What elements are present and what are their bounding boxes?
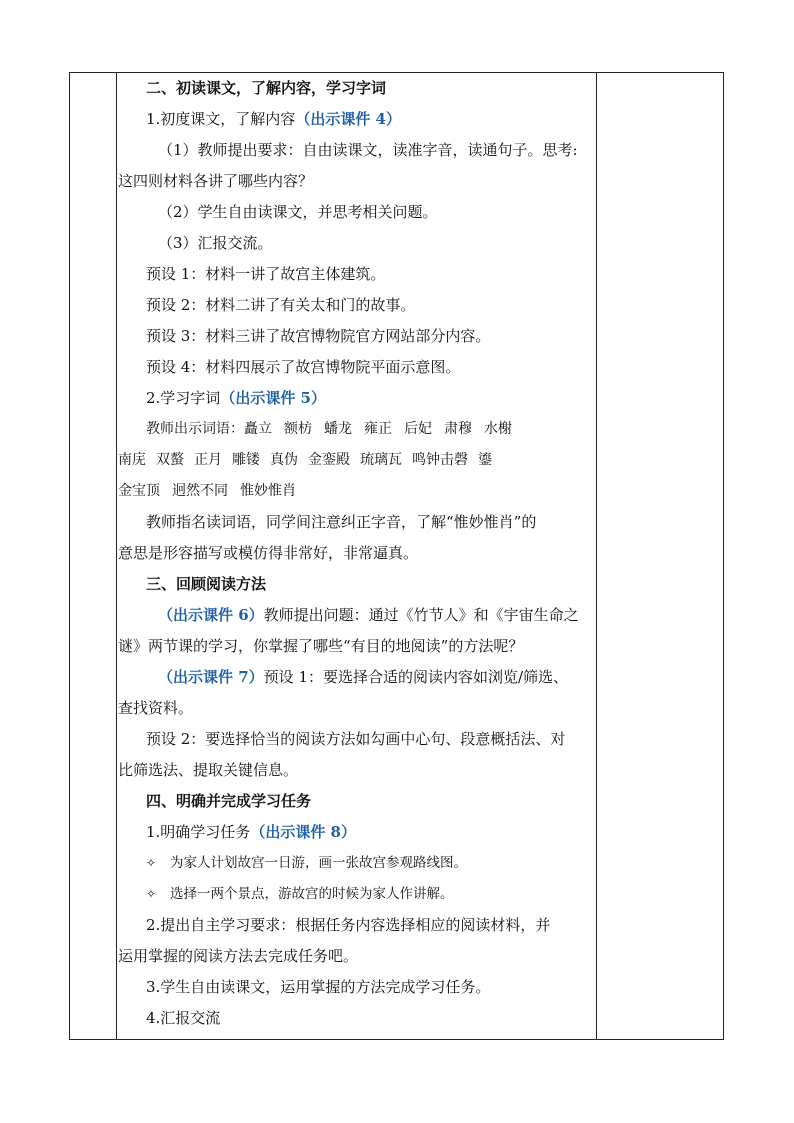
task-item-1 xyxy=(118,848,622,879)
vocab-word: 金銮殿 xyxy=(308,452,350,468)
courseware-ref-6: （出示课件 6） xyxy=(158,606,264,624)
task-1-text: 为家人计划故宫一日游，画一张故宫参观路线图。 xyxy=(170,855,467,871)
paragraph-question-line1 xyxy=(118,600,634,631)
step-4-3: 3.学生自由读课文，运用掌握的方法完成学习任务。 xyxy=(146,978,491,996)
vocab-word: 双螯 xyxy=(156,452,184,468)
task-2-text: 选择一两个景点，游故宫的时候为家人作讲解。 xyxy=(170,886,454,902)
paragraph-read-words-line2: 意思是形容描写或模仿得非常好，非常逼真。 xyxy=(118,544,419,562)
vocab-word: 鎏 xyxy=(478,452,492,468)
paragraph-preset-method-2-line1: 预设 2：要选择恰当的阅读方法如勾画中心句、段意概括法、对 xyxy=(146,730,566,748)
vocabulary-row-2 xyxy=(118,445,594,476)
vocab-word: 正月 xyxy=(194,452,222,468)
vocab-word: 蟠龙 xyxy=(324,421,352,437)
vocab-word: 额枋 xyxy=(284,421,312,437)
vocab-word: 真伪 xyxy=(270,452,298,468)
step-4-2-line1: 2.提出自主学习要求：根据任务内容选择相应的阅读材料，并 xyxy=(146,916,551,934)
section-4-heading: 四、明确并完成学习任务 xyxy=(146,792,312,810)
vocab-word: 鸣钟击磬 xyxy=(412,452,468,468)
vocab-word: 金宝顶 xyxy=(118,483,160,499)
vocab-word: 雍正 xyxy=(364,421,392,437)
vocab-word: 后妃 xyxy=(404,421,432,437)
vocab-word: 肃穆 xyxy=(444,421,472,437)
preset-2: 预设 2：材料二讲了有关太和门的故事。 xyxy=(146,296,416,314)
vocabulary-intro: 教师出示词语： xyxy=(146,421,244,437)
paragraph-preset-method-1-line1 xyxy=(118,662,634,693)
table-column-divider-left xyxy=(116,72,117,1040)
question-text: 教师提出问题：通过《竹节人》和《宇宙生命之 xyxy=(263,606,579,624)
vocabulary-row-3 xyxy=(118,476,594,507)
vocabulary-row-1 xyxy=(118,414,622,445)
step-4-4: 4.汇报交流 xyxy=(146,1009,221,1027)
step-2-2 xyxy=(118,383,622,414)
paragraph-student-reading: （2）学生自由读课文，并思考相关问题。 xyxy=(158,203,438,221)
preset-method-1-text: 预设 1：要选择合适的阅读内容如浏览/筛选、 xyxy=(263,668,569,686)
step-4-2-line2: 运用掌握的阅读方法去完成任务吧。 xyxy=(118,947,359,965)
step-2-1 xyxy=(118,104,622,135)
paragraph-read-words-line1: 教师指名读词语，同学间注意纠正字音，了解“惟妙惟肖”的 xyxy=(146,513,537,531)
paragraph-question-line2: 谜》两节课的学习，你掌握了哪些“有目的地阅读”的方法呢？ xyxy=(118,637,524,655)
paragraph-requirement-line1: （1）教师提出要求：自由读课文，读准字音，读通句子。思考: xyxy=(158,141,578,159)
vocab-word: 雕镂 xyxy=(232,452,260,468)
courseware-ref-5: （出示课件 5） xyxy=(220,389,326,407)
step-2-2-text: 2.学习字词 xyxy=(146,389,221,407)
vocab-word: 南庑 xyxy=(118,452,146,468)
section-2-heading: 二、初读课文，了解内容，学习字词 xyxy=(146,79,387,97)
vocab-word: 惟妙惟肖 xyxy=(240,483,296,499)
preset-3: 预设 3：材料三讲了故宫博物院官方网站部分内容。 xyxy=(146,327,491,345)
diamond-bullet-icon: ✧ xyxy=(146,887,157,901)
courseware-ref-8: （出示课件 8） xyxy=(250,823,356,841)
courseware-ref-4: （出示课件 4） xyxy=(295,110,401,128)
task-item-2 xyxy=(118,879,622,910)
diamond-bullet-icon: ✧ xyxy=(146,856,157,870)
paragraph-preset-method-1-line2: 查找资料。 xyxy=(118,699,194,717)
paragraph-preset-method-2-line2: 比筛选法、提取关键信息。 xyxy=(118,761,299,779)
vocab-word: 琉璃瓦 xyxy=(360,452,402,468)
courseware-ref-7: （出示课件 7） xyxy=(158,668,264,686)
preset-4: 预设 4：材料四展示了故宫博物院平面示意图。 xyxy=(146,358,461,376)
vocab-word: 迥然不同 xyxy=(172,483,228,499)
preset-1: 预设 1：材料一讲了故宫主体建筑。 xyxy=(146,265,386,283)
step-2-1-text: 1.初度课文，了解内容 xyxy=(146,110,296,128)
section-3-heading: 三、回顾阅读方法 xyxy=(146,575,267,593)
step-4-1-text: 1.明确学习任务 xyxy=(146,823,251,841)
step-4-1 xyxy=(118,817,622,848)
vocab-word: 水榭 xyxy=(484,421,512,437)
paragraph-report: （3）汇报交流。 xyxy=(158,234,273,252)
vocab-word: 矗立 xyxy=(244,421,272,437)
paragraph-requirement-line2: 这四则材料各讲了哪些内容？ xyxy=(118,172,314,190)
